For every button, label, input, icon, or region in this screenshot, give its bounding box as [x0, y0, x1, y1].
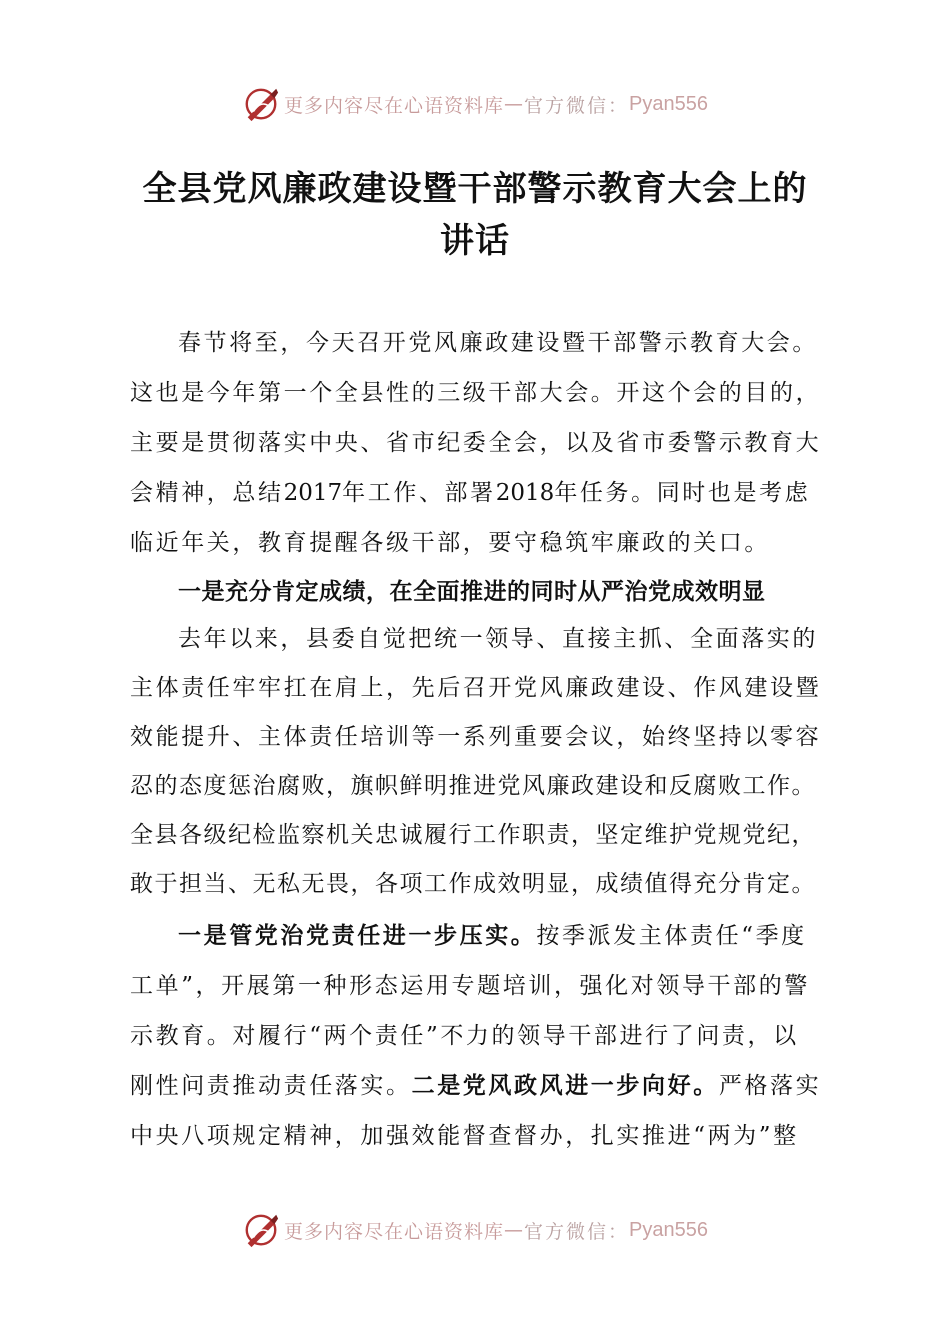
footer-watermark: [0, 1208, 950, 1252]
year-2017: 2017: [283, 480, 343, 506]
watermark-text: 更多内容尽在心语资料库: [284, 1220, 505, 1243]
title-line-1: 全县党风廉政建设暨干部警示教育大会上的: [142, 169, 808, 209]
p1-line-2: 这也是今年第一个全县性的三级干部大会。开这个会的目的，: [130, 380, 822, 406]
p3-line-5: 中央八项规定精神，加强效能督查督办，扎实推进“两为”整: [130, 1123, 799, 1149]
pen-logo-icon: [242, 85, 280, 123]
watermark-wechat-id: Pyan556: [629, 1218, 708, 1241]
p2-line-1: 去年以来，县委自觉把统一领导、直接主抓、全面落实的: [178, 626, 818, 652]
p1-line-5: 临近年关，教育提醒各级干部，要守稳筑牢廉政的关口。: [130, 530, 770, 556]
watermark-wechat-label: 官方微信：: [524, 94, 630, 117]
watermark-dash: —: [504, 1219, 525, 1241]
watermark-wechat-id: Pyan556: [629, 92, 708, 115]
watermark-wechat-label: 官方微信：: [524, 1220, 630, 1243]
title-line-2: 讲话: [440, 221, 510, 261]
p2-line-4: 忍的态度惩治腐败，旗帜鲜明推进党风廉政建设和反腐败工作。: [130, 773, 816, 799]
p1-line-3: 主要是贯彻落实中央、省市纪委全会，以及省市委警示教育大: [130, 430, 822, 456]
pen-logo-icon: [242, 1211, 280, 1249]
p2-line-2: 主体责任牢牢扛在肩上，先后召开党风廉政建设、作风建设暨: [130, 675, 822, 701]
p2-line-5: 全县各级纪检监察机关忠诚履行工作职责，坚定维护党规党纪，: [130, 822, 816, 848]
year-2018: 2018: [495, 480, 555, 506]
bold-point-2: 二是党风政风进一步向好。: [411, 1072, 719, 1099]
watermark-dash: —: [504, 93, 525, 115]
p3-line-2: 工单”，开展第一种形态运用专题培训，强化对领导干部的警: [130, 973, 810, 999]
p2-line-3: 效能提升、主体责任培训等一系列重要会议，始终坚持以零容: [130, 724, 822, 750]
p3-line-4: 刚性问责推动责任落实。二是党风政风进一步向好。严格落实: [130, 1072, 822, 1099]
p3-line-3: 示教育。对履行“两个责任”不力的领导干部进行了问责，以: [130, 1023, 799, 1049]
section-heading-1: 一是充分肯定成绩，在全面推进的同时从严治党成效明显: [178, 579, 766, 605]
p1-line-4: 会精神，总结2017年工作、部署2018年任务。同时也是考虑: [130, 480, 811, 506]
bold-point-1: 一是管党治党责任进一步压实。: [178, 922, 537, 949]
document-title: [110, 163, 840, 267]
p3-line-1: 一是管党治党责任进一步压实。按季派发主体责任“季度: [178, 922, 807, 949]
header-watermark: [0, 82, 950, 126]
watermark-text: 更多内容尽在心语资料库: [284, 94, 505, 117]
p2-line-6: 敢于担当、无私无畏，各项工作成效明显，成绩值得充分肯定。: [130, 871, 816, 897]
p1-line-1: 春节将至，今天召开党风廉政建设暨干部警示教育大会。: [178, 330, 818, 356]
